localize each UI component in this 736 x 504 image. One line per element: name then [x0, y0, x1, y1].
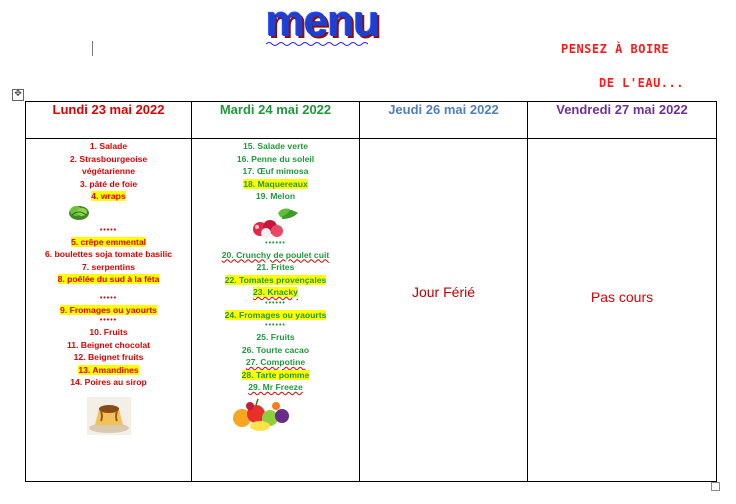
no-class-note: Pas cours — [590, 289, 654, 305]
table-move-handle-icon[interactable]: ✥ — [12, 89, 24, 101]
separator-stars: •••••• — [265, 239, 286, 247]
list-item: 22. Tomates provençales — [224, 274, 327, 285]
list-item: 12. Beignet fruits — [73, 352, 144, 362]
spellcheck-squiggle — [266, 41, 368, 47]
list-item: 28. Tarte pomme — [241, 369, 310, 380]
list-item: 2. Strasbourgeoise — [69, 153, 148, 164]
list-item: 6. boulettes soja tomate basilic — [44, 249, 173, 259]
list-item: 11. Beignet chocolat — [66, 339, 151, 350]
list-item: 7. serpentins — [81, 261, 135, 272]
fruit-basket-icon — [230, 396, 296, 432]
list-item: 23. Knacky — [253, 287, 298, 297]
list-item: 8. poêlée du sud à la féta — [57, 274, 160, 284]
tuesday-menu-cell — [192, 139, 360, 482]
reminder-line-1: PENSEZ À BOIRE — [561, 42, 670, 56]
day-header-wednesday: Jeudi 26 mai 2022 — [360, 102, 528, 139]
monday-menu-cell — [26, 139, 192, 482]
list-item: 20. Crunchy de poulet cuit — [221, 249, 330, 260]
separator-stars: ••••• — [99, 226, 118, 234]
list-item: 3. pâté de foie — [79, 178, 138, 189]
list-item: 14. Poires au sirop — [70, 377, 147, 387]
list-item: 1. Salade — [89, 141, 128, 151]
list-item: 19. Melon — [255, 191, 296, 201]
list-item: 9. Fromages ou yaourts — [60, 304, 157, 315]
list-item: 15. Salade verte — [243, 141, 308, 151]
list-item: 21. Frites — [256, 262, 295, 272]
list-item: 18. Maquereaux — [243, 178, 308, 189]
day-header-friday: Vendredi 27 mai 2022 — [528, 102, 717, 139]
list-item: 29. Mr Freeze — [248, 382, 303, 392]
list-item: 10. Fruits — [89, 327, 128, 337]
reminder-line-2: DE L'EAU... — [599, 76, 684, 90]
page-title: menu — [266, 0, 380, 46]
thursday-menu-cell — [360, 139, 528, 482]
list-item: 27. Compotine — [245, 357, 306, 367]
list-item: 13. Amandines — [78, 364, 139, 375]
friday-menu-cell — [528, 139, 717, 482]
lettuce-icon — [68, 203, 90, 221]
list-item: 5. crêpe emmental — [71, 236, 146, 247]
separator-stars: •••••• — [265, 299, 286, 307]
list-item: 25. Fruits — [256, 332, 295, 342]
holiday-note: Jour Férié — [411, 284, 476, 300]
day-header-monday: Lundi 23 mai 2022 — [26, 102, 192, 139]
separator-stars: •••••• — [265, 322, 286, 329]
text-cursor — [92, 41, 93, 56]
list-item: 24. Fromages ou yaourts — [224, 309, 327, 320]
list-item: 26. Tourte cacao — [241, 344, 310, 355]
day-header-tuesday: Mardi 24 mai 2022 — [192, 102, 360, 139]
separator-stars: ••••• — [99, 317, 118, 324]
list-item: 17. Œuf mimosa — [242, 166, 309, 176]
list-item: 16. Penne du soleil — [236, 153, 315, 164]
weekly-menu-table — [25, 101, 717, 482]
list-item: végétarienne — [81, 166, 136, 176]
flan-dessert-icon — [87, 397, 131, 435]
radish-icon — [250, 207, 302, 239]
table-resize-handle[interactable] — [711, 482, 720, 491]
list-item: 4. wraps — [91, 191, 126, 201]
separator-stars: ••••• — [99, 294, 118, 302]
